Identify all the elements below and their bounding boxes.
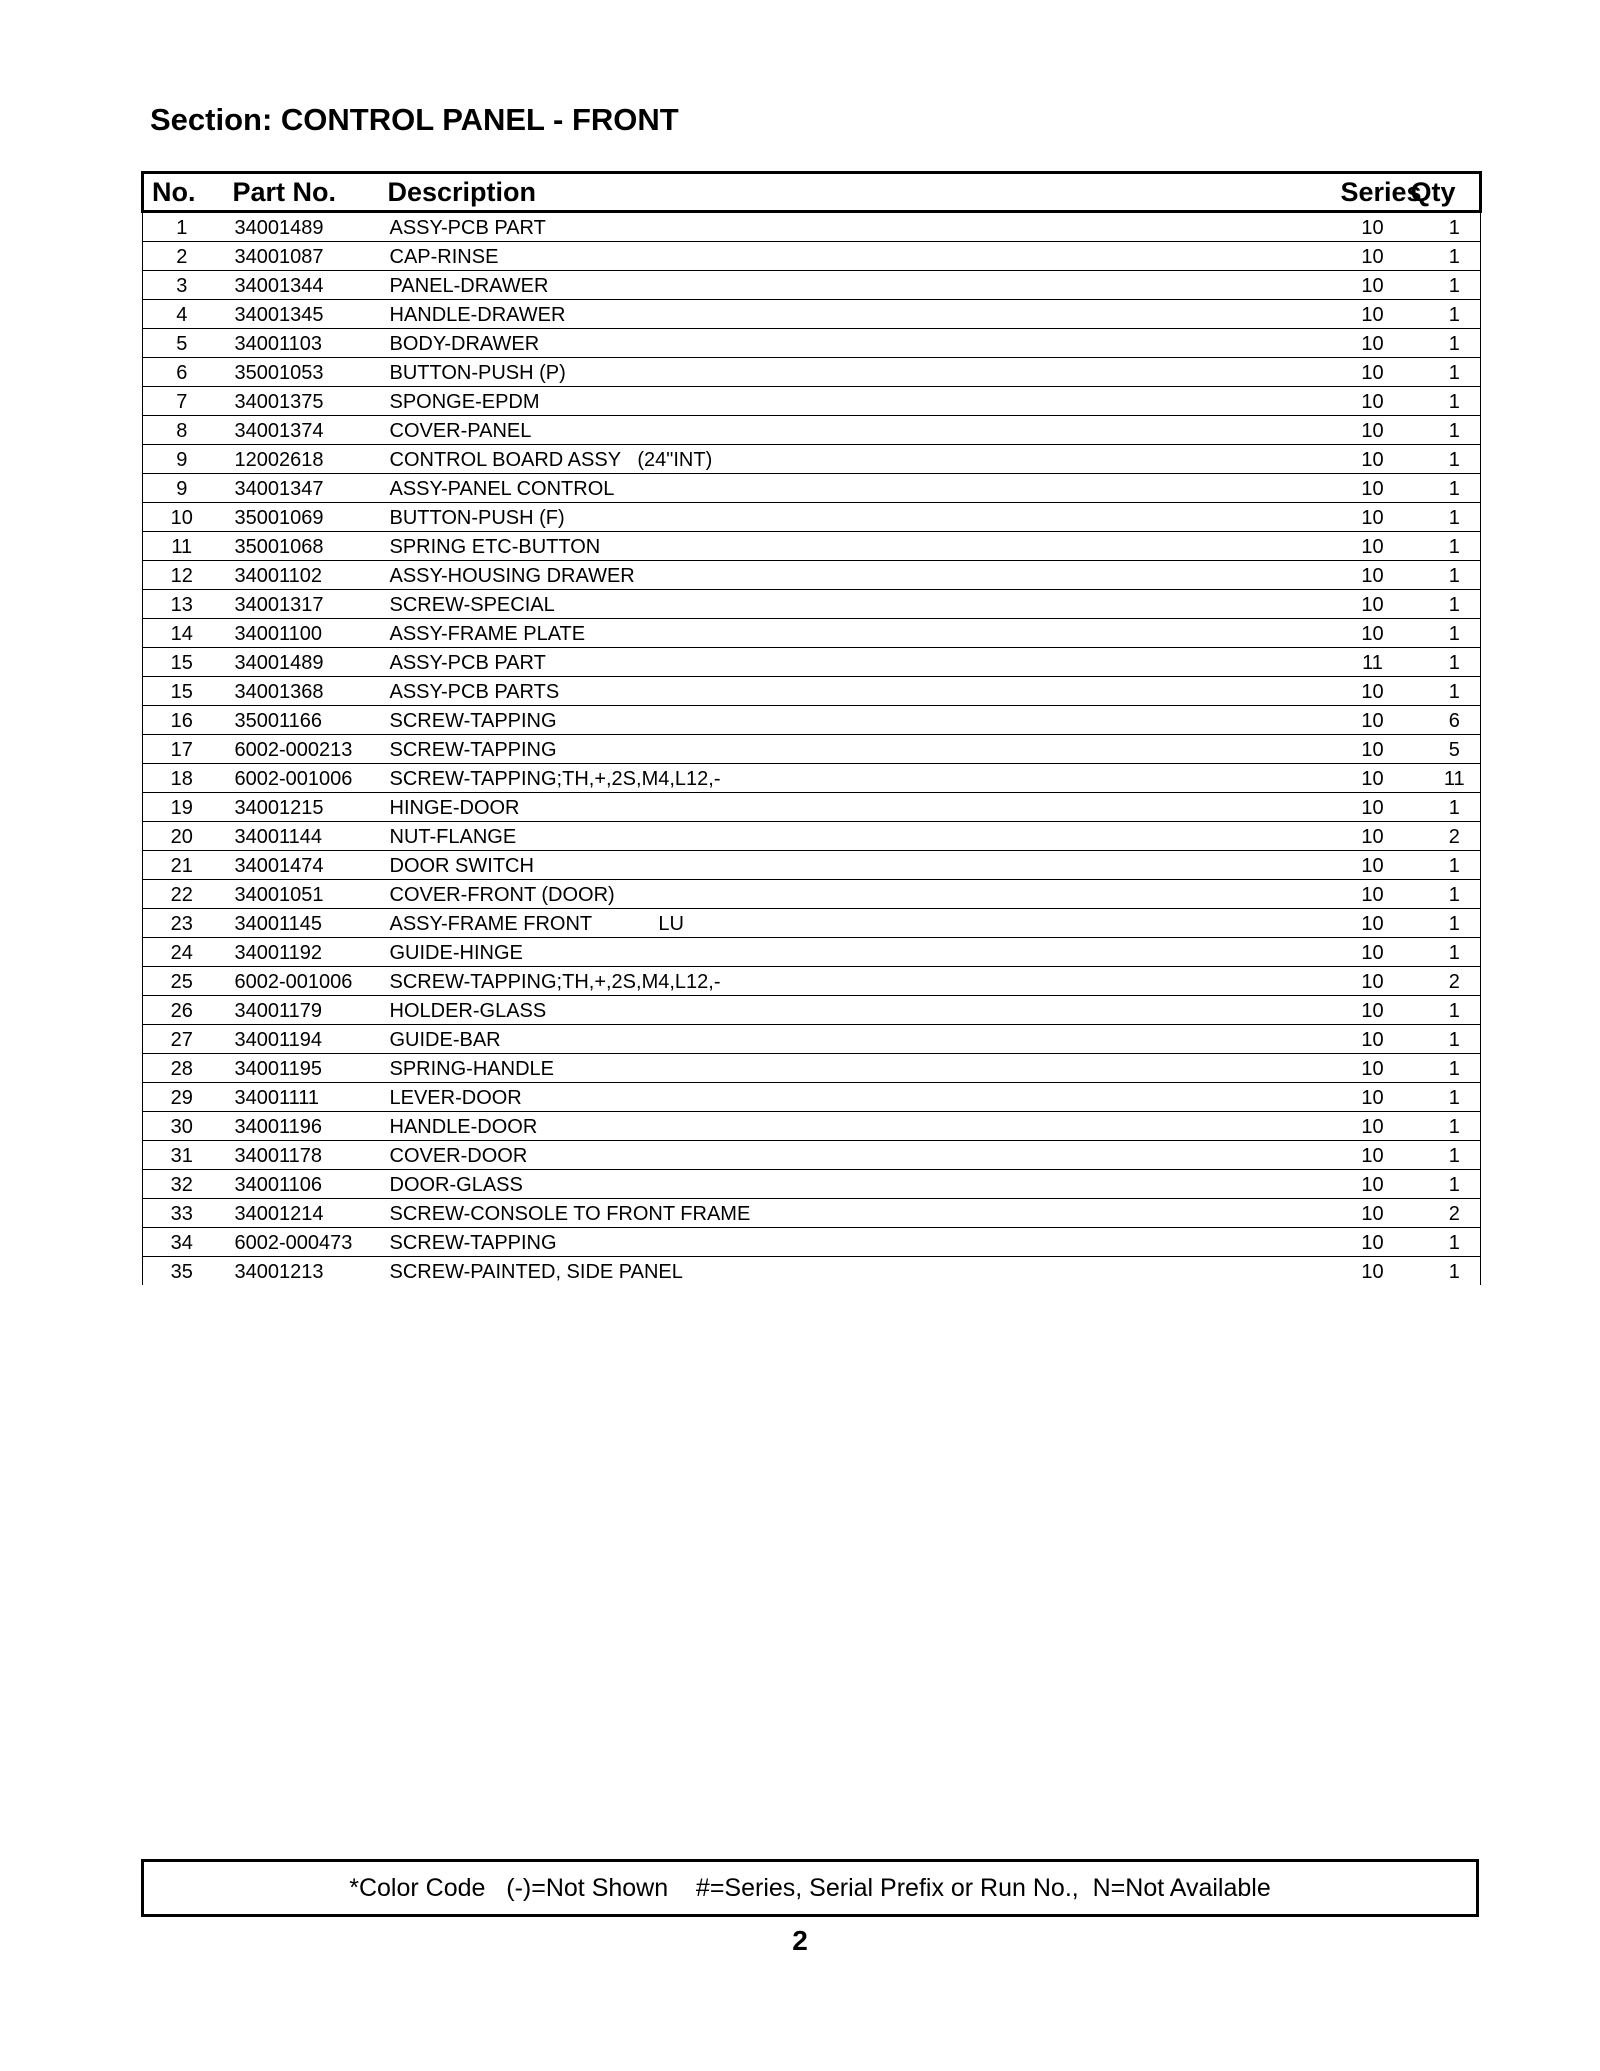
row-description: SCREW-PAINTED, SIDE PANEL (389, 1261, 683, 1283)
table-row (143, 561, 1481, 590)
row-part-no: 34001344 (221, 271, 377, 300)
row-series: 10 (1341, 1054, 1411, 1083)
row-series: 10 (1341, 590, 1411, 619)
row-description: BUTTON-PUSH (F) (377, 503, 1341, 532)
row-qty: 1 (1411, 358, 1481, 387)
row-no: 2 (143, 242, 221, 271)
row-qty: 1 (1411, 1083, 1481, 1112)
row-no: 1 (143, 212, 221, 242)
row-qty: 2 (1411, 967, 1481, 996)
row-qty: 1 (1411, 1054, 1481, 1083)
row-no: 22 (143, 880, 221, 909)
row-part-no: 6002-000473 (221, 1228, 377, 1257)
row-series: 10 (1341, 358, 1411, 387)
row-no: 17 (143, 735, 221, 764)
section-title: Section: CONTROL PANEL - FRONT (150, 102, 679, 137)
row-qty: 1 (1411, 212, 1481, 242)
row-description: ASSY-PANEL CONTROL (377, 474, 1341, 503)
row-no: 23 (143, 909, 221, 938)
row-description: COVER-PANEL (377, 416, 1341, 445)
row-series: 10 (1341, 242, 1411, 271)
row-qty: 1 (1411, 242, 1481, 271)
row-qty: 1 (1411, 619, 1481, 648)
row-description: GUIDE-HINGE (377, 938, 1341, 967)
row-qty: 1 (1411, 561, 1481, 590)
row-series: 10 (1341, 1083, 1411, 1112)
row-series: 10 (1341, 1112, 1411, 1141)
row-no: 5 (143, 329, 221, 358)
row-qty: 2 (1411, 822, 1481, 851)
row-no: 30 (143, 1112, 221, 1141)
row-description: BUTTON-PUSH (P) (377, 358, 1341, 387)
header-series: Series (1341, 173, 1411, 212)
table-row (143, 358, 1481, 387)
row-part-no: 6002-000213 (221, 735, 377, 764)
row-part-no: 34001374 (221, 416, 377, 445)
row-series: 10 (1341, 445, 1411, 474)
row-qty: 1 (1411, 851, 1481, 880)
row-qty: 1 (1411, 387, 1481, 416)
row-no: 29 (143, 1083, 221, 1112)
row-description: HINGE-DOOR (377, 793, 1341, 822)
row-qty: 1 (1411, 1025, 1481, 1054)
table-row (143, 909, 1481, 938)
row-series: 10 (1341, 996, 1411, 1025)
row-series: 10 (1341, 387, 1411, 416)
row-series: 11 (1341, 648, 1411, 677)
row-no: 21 (143, 851, 221, 880)
row-qty: 1 (1411, 1257, 1481, 1286)
row-description: COVER-FRONT (DOOR) (377, 880, 1341, 909)
row-part-no: 34001345 (221, 300, 377, 329)
row-description: SCREW-CONSOLE TO FRONT FRAME (377, 1199, 1341, 1228)
row-qty: 1 (1411, 909, 1481, 938)
row-series: 10 (1341, 851, 1411, 880)
table-row (143, 996, 1481, 1025)
row-qty: 1 (1411, 271, 1481, 300)
row-part-no: 6002-001006 (221, 967, 377, 996)
row-no: 34 (143, 1228, 221, 1257)
row-qty: 2 (1411, 1199, 1481, 1228)
row-series: 10 (1341, 474, 1411, 503)
row-series: 10 (1341, 329, 1411, 358)
row-series: 10 (1341, 1141, 1411, 1170)
row-no: 7 (143, 387, 221, 416)
table-row (143, 1083, 1481, 1112)
table-row (143, 648, 1481, 677)
row-series: 10 (1361, 1261, 1384, 1283)
row-qty: 1 (1411, 996, 1481, 1025)
table-row (143, 271, 1481, 300)
row-part-no: 34001103 (221, 329, 377, 358)
row-qty: 1 (1411, 1112, 1481, 1141)
table-row (143, 677, 1481, 706)
row-series: 10 (1341, 416, 1411, 445)
row-series: 10 (1341, 619, 1411, 648)
row-series: 10 (1341, 271, 1411, 300)
row-description: SCREW-TAPPING (377, 1228, 1341, 1257)
row-series: 10 (1341, 1228, 1411, 1257)
row-qty: 1 (1411, 1228, 1481, 1257)
table-row (143, 300, 1481, 329)
table-row (143, 793, 1481, 822)
legend-box: *Color Code (-)=Not Shown #=Series, Serial Prefix or Run No., N=Not Available (141, 1859, 1479, 1917)
row-qty: 1 (1411, 416, 1481, 445)
table-row (143, 242, 1481, 271)
row-description: NUT-FLANGE (377, 822, 1341, 851)
row-description: CAP-RINSE (377, 242, 1341, 271)
row-qty: 1 (1411, 793, 1481, 822)
table-row (143, 416, 1481, 445)
row-no: 15 (143, 677, 221, 706)
row-description: SPRING-HANDLE (377, 1054, 1341, 1083)
table-row (143, 822, 1481, 851)
table-row (143, 880, 1481, 909)
row-part-no: 34001144 (221, 822, 377, 851)
row-series: 10 (1341, 735, 1411, 764)
row-part-no: 34001213 (234, 1261, 324, 1283)
row-series: 10 (1341, 212, 1411, 242)
row-no: 11 (143, 532, 221, 561)
row-part-no: 34001087 (221, 242, 377, 271)
row-series: 10 (1341, 300, 1411, 329)
row-part-no: 34001111 (221, 1083, 377, 1112)
row-description: BODY-DRAWER (377, 329, 1341, 358)
row-description: HOLDER-GLASS (377, 996, 1341, 1025)
row-description: SCREW-TAPPING (377, 706, 1341, 735)
row-part-no: 34001375 (221, 387, 377, 416)
table-row (143, 445, 1481, 474)
row-description: ASSY-PCB PARTS (377, 677, 1341, 706)
row-part-no: 35001053 (221, 358, 377, 387)
row-no: 20 (143, 822, 221, 851)
row-qty: 1 (1411, 590, 1481, 619)
row-series: 10 (1341, 503, 1411, 532)
row-part-no: 34001214 (221, 1199, 377, 1228)
table-row (143, 1170, 1481, 1199)
row-series: 10 (1341, 764, 1411, 793)
row-qty: 1 (1411, 1170, 1481, 1199)
page-number: 2 (792, 1925, 808, 1956)
row-series: 10 (1341, 880, 1411, 909)
row-no: 8 (143, 416, 221, 445)
row-part-no: 34001489 (221, 212, 377, 242)
row-no: 25 (143, 967, 221, 996)
row-qty: 1 (1411, 300, 1481, 329)
row-part-no: 35001068 (221, 532, 377, 561)
table-row (143, 1054, 1481, 1083)
table-row (143, 619, 1481, 648)
row-part-no: 35001069 (221, 503, 377, 532)
row-no: 9 (143, 474, 221, 503)
row-part-no: 34001215 (221, 793, 377, 822)
header-no: No. (143, 173, 221, 212)
row-no: 33 (143, 1199, 221, 1228)
row-part-no: 34001102 (221, 561, 377, 590)
row-part-no: 34001194 (221, 1025, 377, 1054)
table-row (143, 329, 1481, 358)
table-row (143, 590, 1481, 619)
row-description: COVER-DOOR (377, 1141, 1341, 1170)
row-no: 6 (143, 358, 221, 387)
header-description: Description (377, 173, 1341, 212)
row-series: 10 (1341, 561, 1411, 590)
row-part-no: 34001106 (221, 1170, 377, 1199)
row-description: SCREW-TAPPING (377, 735, 1341, 764)
row-no: 9 (143, 445, 221, 474)
row-description: DOOR SWITCH (377, 851, 1341, 880)
row-part-no: 6002-001006 (221, 764, 377, 793)
row-series: 10 (1341, 909, 1411, 938)
row-part-no: 34001196 (221, 1112, 377, 1141)
row-part-no: 34001347 (221, 474, 377, 503)
row-qty: 1 (1411, 503, 1481, 532)
row-series: 10 (1341, 677, 1411, 706)
row-part-no: 34001051 (221, 880, 377, 909)
row-no: 12 (143, 561, 221, 590)
table-row (143, 212, 1481, 242)
table-row (143, 1025, 1481, 1054)
header-qty: Qty (1411, 173, 1481, 212)
row-no: 26 (143, 996, 221, 1025)
table-row (143, 474, 1481, 503)
row-qty: 6 (1411, 706, 1481, 735)
table-row (143, 735, 1481, 764)
row-qty: 1 (1411, 329, 1481, 358)
row-description: CONTROL BOARD ASSY (24"INT) (377, 445, 1341, 474)
table-header-row (143, 173, 1481, 212)
table-row (143, 1199, 1481, 1228)
row-qty: 1 (1411, 648, 1481, 677)
table-row (143, 967, 1481, 996)
table-row (143, 764, 1481, 793)
row-qty: 1 (1411, 938, 1481, 967)
row-description: HANDLE-DRAWER (377, 300, 1341, 329)
table-row (143, 851, 1481, 880)
row-no: 35 (143, 1257, 221, 1286)
row-qty: 1 (1411, 445, 1481, 474)
row-part-no: 34001489 (221, 648, 377, 677)
row-series: 10 (1341, 532, 1411, 561)
row-qty: 1 (1411, 880, 1481, 909)
row-series: 10 (1341, 706, 1411, 735)
table-row (143, 1141, 1481, 1170)
row-series: 10 (1341, 1025, 1411, 1054)
parts-table-body (143, 212, 1481, 1286)
row-description: SCREW-TAPPING;TH,+,2S,M4,L12,- (377, 764, 1341, 793)
table-row (143, 532, 1481, 561)
row-description: PANEL-DRAWER (377, 271, 1341, 300)
row-part-no: 34001195 (221, 1054, 377, 1083)
row-description: LEVER-DOOR (377, 1083, 1341, 1112)
row-part-no: 34001474 (221, 851, 377, 880)
parts-table (141, 171, 1482, 1285)
row-description: ASSY-PCB PART (377, 212, 1341, 242)
row-series: 10 (1341, 1199, 1411, 1228)
row-part-no: 12002618 (221, 445, 377, 474)
row-description: DOOR-GLASS (377, 1170, 1341, 1199)
row-no: 15 (143, 648, 221, 677)
row-part-no: 34001368 (221, 677, 377, 706)
row-part-no: 34001179 (221, 996, 377, 1025)
row-no: 19 (143, 793, 221, 822)
row-part-no: 35001166 (221, 706, 377, 735)
row-no: 4 (143, 300, 221, 329)
table-row (143, 1228, 1481, 1257)
row-description: HANDLE-DOOR (377, 1112, 1341, 1141)
row-part-no: 34001192 (221, 938, 377, 967)
row-qty: 1 (1411, 677, 1481, 706)
row-no: 32 (143, 1170, 221, 1199)
row-qty: 1 (1411, 474, 1481, 503)
row-part-no: 34001317 (221, 590, 377, 619)
row-description: GUIDE-BAR (377, 1025, 1341, 1054)
row-no: 18 (143, 764, 221, 793)
table-row (143, 938, 1481, 967)
row-description: SPONGE-EPDM (377, 387, 1341, 416)
row-series: 10 (1341, 967, 1411, 996)
row-qty: 5 (1411, 735, 1481, 764)
row-description: SCREW-TAPPING;TH,+,2S,M4,L12,- (377, 967, 1341, 996)
row-description: ASSY-FRAME FRONT LU (377, 909, 1341, 938)
header-part-no: Part No. (221, 173, 377, 212)
row-no: 27 (143, 1025, 221, 1054)
row-no: 16 (143, 706, 221, 735)
row-series: 10 (1341, 793, 1411, 822)
row-description: ASSY-HOUSING DRAWER (377, 561, 1341, 590)
row-description: SCREW-SPECIAL (377, 590, 1341, 619)
row-part-no: 34001178 (221, 1141, 377, 1170)
row-series: 10 (1341, 822, 1411, 851)
row-no: 24 (143, 938, 221, 967)
row-description: ASSY-PCB PART (377, 648, 1341, 677)
row-no: 13 (143, 590, 221, 619)
row-no: 14 (143, 619, 221, 648)
row-description: ASSY-FRAME PLATE (377, 619, 1341, 648)
table-row (143, 1112, 1481, 1141)
row-series: 10 (1341, 1170, 1411, 1199)
table-row (143, 503, 1481, 532)
row-series: 10 (1341, 938, 1411, 967)
table-row (143, 706, 1481, 735)
row-qty: 1 (1411, 532, 1481, 561)
row-no: 28 (143, 1054, 221, 1083)
row-no: 10 (143, 503, 221, 532)
row-qty: 1 (1411, 1141, 1481, 1170)
row-part-no: 34001145 (221, 909, 377, 938)
row-description: SPRING ETC-BUTTON (377, 532, 1341, 561)
table-row (143, 387, 1481, 416)
row-qty: 11 (1411, 764, 1481, 793)
row-part-no: 34001100 (221, 619, 377, 648)
row-no: 3 (143, 271, 221, 300)
row-no: 31 (143, 1141, 221, 1170)
table-row (143, 1257, 1481, 1286)
